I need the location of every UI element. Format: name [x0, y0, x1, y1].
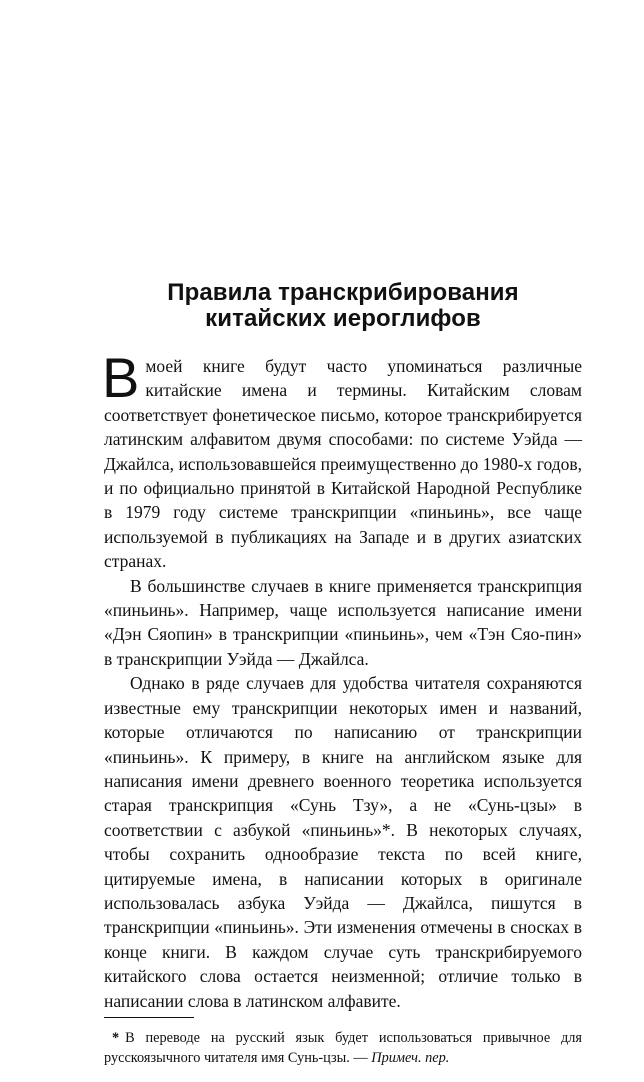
footnote-text: В переводе на русский язык будет использоваться привычное для русскоязычного читателя имя Сунь-цзы. —: [104, 1029, 582, 1066]
page-content: [104, 280, 582, 1082]
body-text: [102, 346, 582, 1013]
footnote-marker: *: [112, 1029, 120, 1046]
translator-note-label: Примеч. пер.: [371, 1049, 450, 1066]
paragraph-3: Однако в ряде случаев для удобства читателя сохраняются известные ему транскрипции некоторых имен и названий, которые отличаются по написанию от транскрипции «пиньинь». К примеру, в книге на английском языке для написания имени древнего военного теоретика используется старая транскрипция «Сунь Тзу», а не «Сунь-цзы» в соответствии с азбукой «пиньинь»*. В некоторых случаях, чтобы сохранить однообразие текста по всей книге, цитируемые имена, в написании которых в оригинале использовалась азбука Уэйда — Джайлса, пишутся в транскрипции «пиньинь». Эти изменения отмечены в сносках в конце книги. В каждом случае суть транскрибируемого китайского слова остается неизменной; отличие только в написании слова в латинском алфавите.: [104, 673, 582, 1011]
footnote-divider: [104, 1017, 194, 1018]
page-title-line-2: китайских иероглифов: [205, 305, 481, 332]
drop-cap: В: [102, 346, 140, 409]
paragraph-1-text: моей книге будут часто упоминаться различные китайские имена и термины. Китайским словам соответствует фонетическое письмо, которое транскрибируется латинским алфавитом двумя способами: по системе Уэйда — Джайлса, использовавшейся преимущественно до 1980-х годов, и по официально принятой в Китайской Народной Республике в 1979 году системе транскрипции «пиньинь», все чаще используемой в публикациях на Западе и в других азиатских странах.: [104, 356, 582, 572]
footnote: [104, 1028, 582, 1068]
paragraph-2: В большинстве случаев в книге применяется транскрипция «пиньинь». Например, чаще используется написание имени «Дэн Сяопин» в транскрипции «пиньинь», чем «Тэн Сяо-пин» в транскрипции Уэйда — Джайлса.: [104, 575, 582, 669]
paragraph-1: [102, 346, 582, 574]
page-title: [104, 280, 582, 332]
page-title-line-1: Правила транскрибирования: [167, 279, 519, 306]
